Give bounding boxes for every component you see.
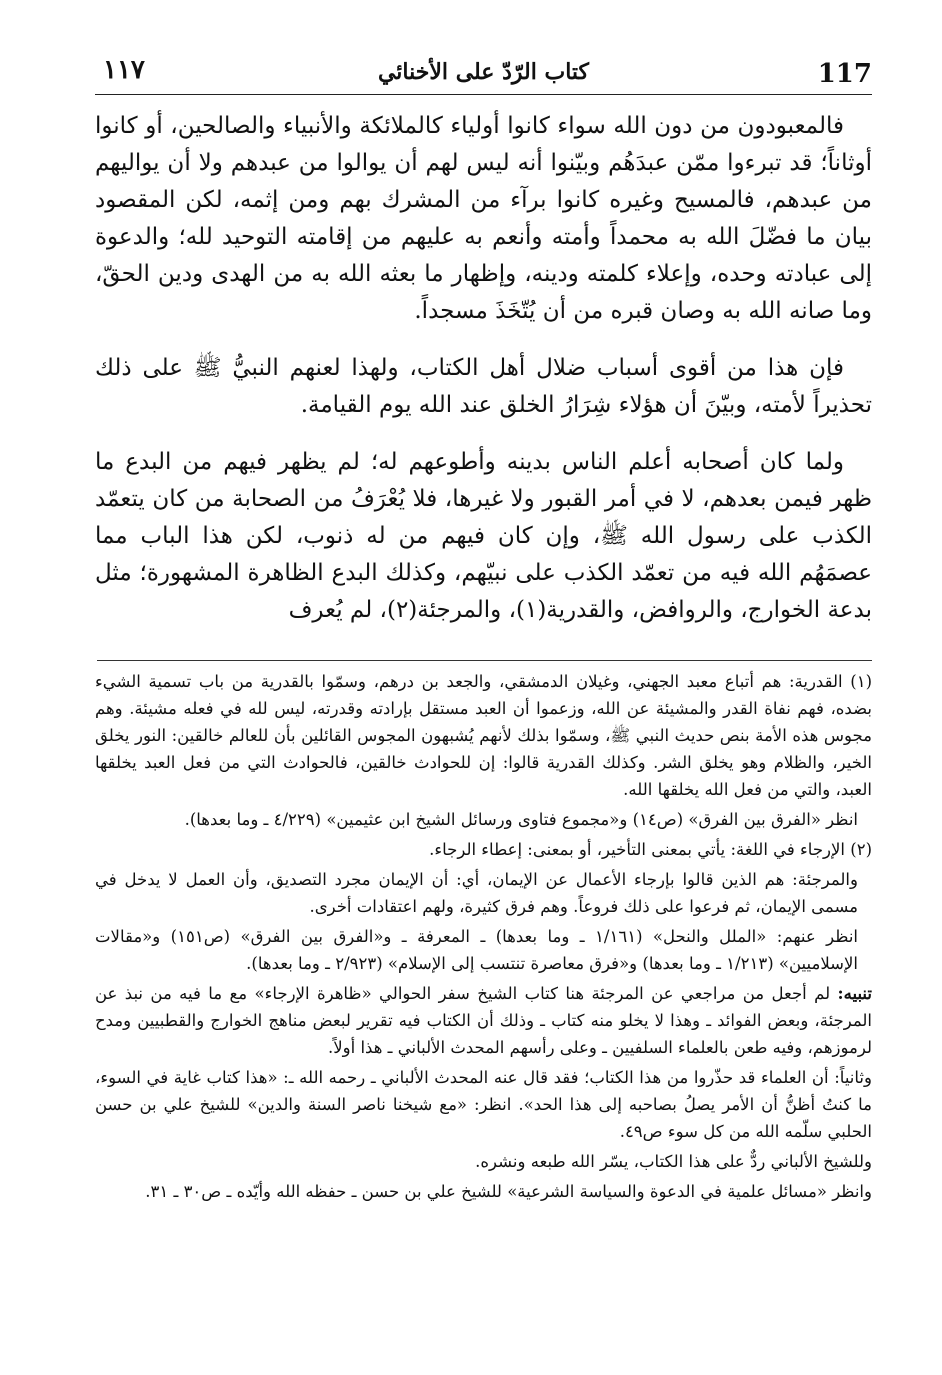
footnote-text: القدرية: هم أتباع معبد الجهني، وغيلان الدمشقي، والجعد بن درهم، وسمّوا بالقدرية من باب تسمية الشيء بضده، فهم نفاة القدر والمشيئة عن الله، وزعموا أن العبد مستقل بإرادته وقدرته، ليس لله في فعله مشيئة. وهم مجوس هذه الأمة بنص حديث النبي ﷺ، وسمّوا بذلك لأنهم يُشبهون المجوس القائلين بأن للعالم خالقين: النور يخلق الخير، والظلام وهو يخلق الشر. وكذلك القدرية قالوا: إن للحوادث خالقين، فالحوادث التي من فعل العبد يخلقها العبد، والتي من فعل الله يخلقها الله.: [95, 672, 872, 799]
header-divider: [95, 94, 872, 95]
footnote-divider: [97, 660, 872, 661]
footnote-paragraph: والمرجئة: هم الذين قالوا بإرجاء الأعمال عن الإيمان، أي: أن الإيمان مجرد التصديق، وأن العمل لا يدخل في مسمى الإيمان، ثم فرعوا على ذلك فروعاً. وهم فرق كثيرة، ولهم اعتقادات أخرى.: [95, 870, 858, 916]
note: [95, 980, 872, 1061]
footnote-text: الإرجاء في اللغة: يأتي بمعنى التأخير، أو بمعنى: إعطاء الرجاء.: [429, 840, 845, 859]
note-text: لم أجعل من مراجعي عن المرجئة هنا كتاب الشيخ سفر الحوالي «ظاهرة الإرجاء» مع ما فيه من نبذ عن المرجئة، وبعض الفوائد ـ وهذا لا يخلو منه كتاب ـ وذلك أن الكتاب فيه تقرير لبعض مناهج الخوارج والقطبيين ومدح لرموزهم، وفيه طعن بالعلماء السلفيين ـ وعلى رأسهم المحدث الألباني ـ هذا أولاً.: [95, 984, 872, 1057]
note-paragraph: وانظر «مسائل علمية في الدعوة والسياسة الشرعية» للشيخ علي بن حسن ـ حفظه الله وأيّده ـ ص٣٠ ـ ٣١.: [145, 1182, 872, 1201]
body-paragraph: فإن هذا من أقوى أسباب ضلال أهل الكتاب، ولهذا لعنهم النبيُّ ﷺ على ذلك تحذيراً لأمته، وبيّنَ أن هؤلاء شِرَارُ الخلق عند الله يوم القيامة.: [95, 355, 872, 418]
note-paragraph: وثانياً: أن العلماء قد حذّروا من هذا الكتاب؛ فقد قال عنه المحدث الألباني ـ رحمه الله ـ: «هذا كتاب غاية في السوء، ما كنتُ أظنُّ أن الأمر يصلُ بصاحبه إلى هذا الحد». انظر: «مع شيخنا ناصر السنة والدين» للشيخ علي بن حسن الحلبي سلّمه الله من كل سوء ص٤٩.: [95, 1068, 872, 1141]
footnote-2: [95, 836, 872, 863]
note-label: تنبيه:: [837, 984, 872, 1003]
footnote-reference: انظر عنهم: «الملل والنحل» (١/١٦١ ـ وما بعدها) ـ المعرفة ـ و«الفرق بين الفرق» (ص١٥١) و«مقالات الإسلاميين» (١/٢١٣ ـ وما بعدها) و«فرق معاصرة تنتسب إلى الإسلام» (٢/٩٢٣ ـ وما بعدها).: [95, 927, 859, 973]
footnote-reference: انظر «الفرق بين الفرق» (ص١٤) و«مجموع فتاوى ورسائل الشيخ ابن عثيمين» (٤/٢٢٩ ـ وما بعدها).: [184, 810, 858, 829]
body-paragraph: فالمعبودون من دون الله سواء كانوا أولياء كالملائكة والأنبياء والصالحين، أو كانوا أوثاناً؛ قد تبرءوا ممّن عبدَهُم وبيّنوا أنه ليس لهم أن يوالوا من عبدهم ولا أن يواليهم من عبدهم، فالمسيح وغيره كانوا برآء من المشرك بهم ومن إثمه، لكن المقصود بيان ما فضّلَ الله به محمداً وأمته وأنعم به عليهم من إقامته التوحيد لله؛ والدعوة إلى عبادته وحده، وإعلاء كلمته ودينه، وإظهار ما بعثه الله به من الهدى ودين الحقّ، وما صانه الله به وصان قبره من أن يُتّخَذَ مسجداً.: [95, 113, 872, 324]
page-header: [95, 55, 872, 95]
footnote-number: (٢): [850, 840, 872, 859]
page-number-latin: 117: [817, 59, 872, 89]
footnote-1: [95, 668, 872, 803]
page-number-arabic: ١١٧: [103, 55, 145, 85]
body-paragraph: ولما كان أصحابه أعلم الناس بدينه وأطوعهم له؛ لم يظهر فيهم من البدع ما ظهر فيمن بعدهم، لا في أمر القبور ولا غيرها، فلا يُعْرَفُ من الصحابة من كان يتعمّد الكذب على رسول الله ﷺ، وإن كان فيهم من له ذنوب، لكن هذا الباب مما عصمَهُم الله فيه من تعمّد الكذب على نبيّهم، وكذلك البدع الظاهرة المشهورة؛ مثل بدعة الخوارج، والروافض، والقدرية(١)، والمرجئة(٢)، لم يُعرف: [95, 449, 872, 623]
main-text: [95, 108, 872, 649]
note-paragraph: وللشيخ الألباني ردٌّ على هذا الكتاب، يسّر الله طبعه ونشره.: [475, 1152, 872, 1171]
book-title: كتاب الرّدّ على الأخنائي: [377, 59, 590, 85]
footnotes: [95, 668, 872, 1208]
footnote-number: (١): [850, 672, 872, 691]
